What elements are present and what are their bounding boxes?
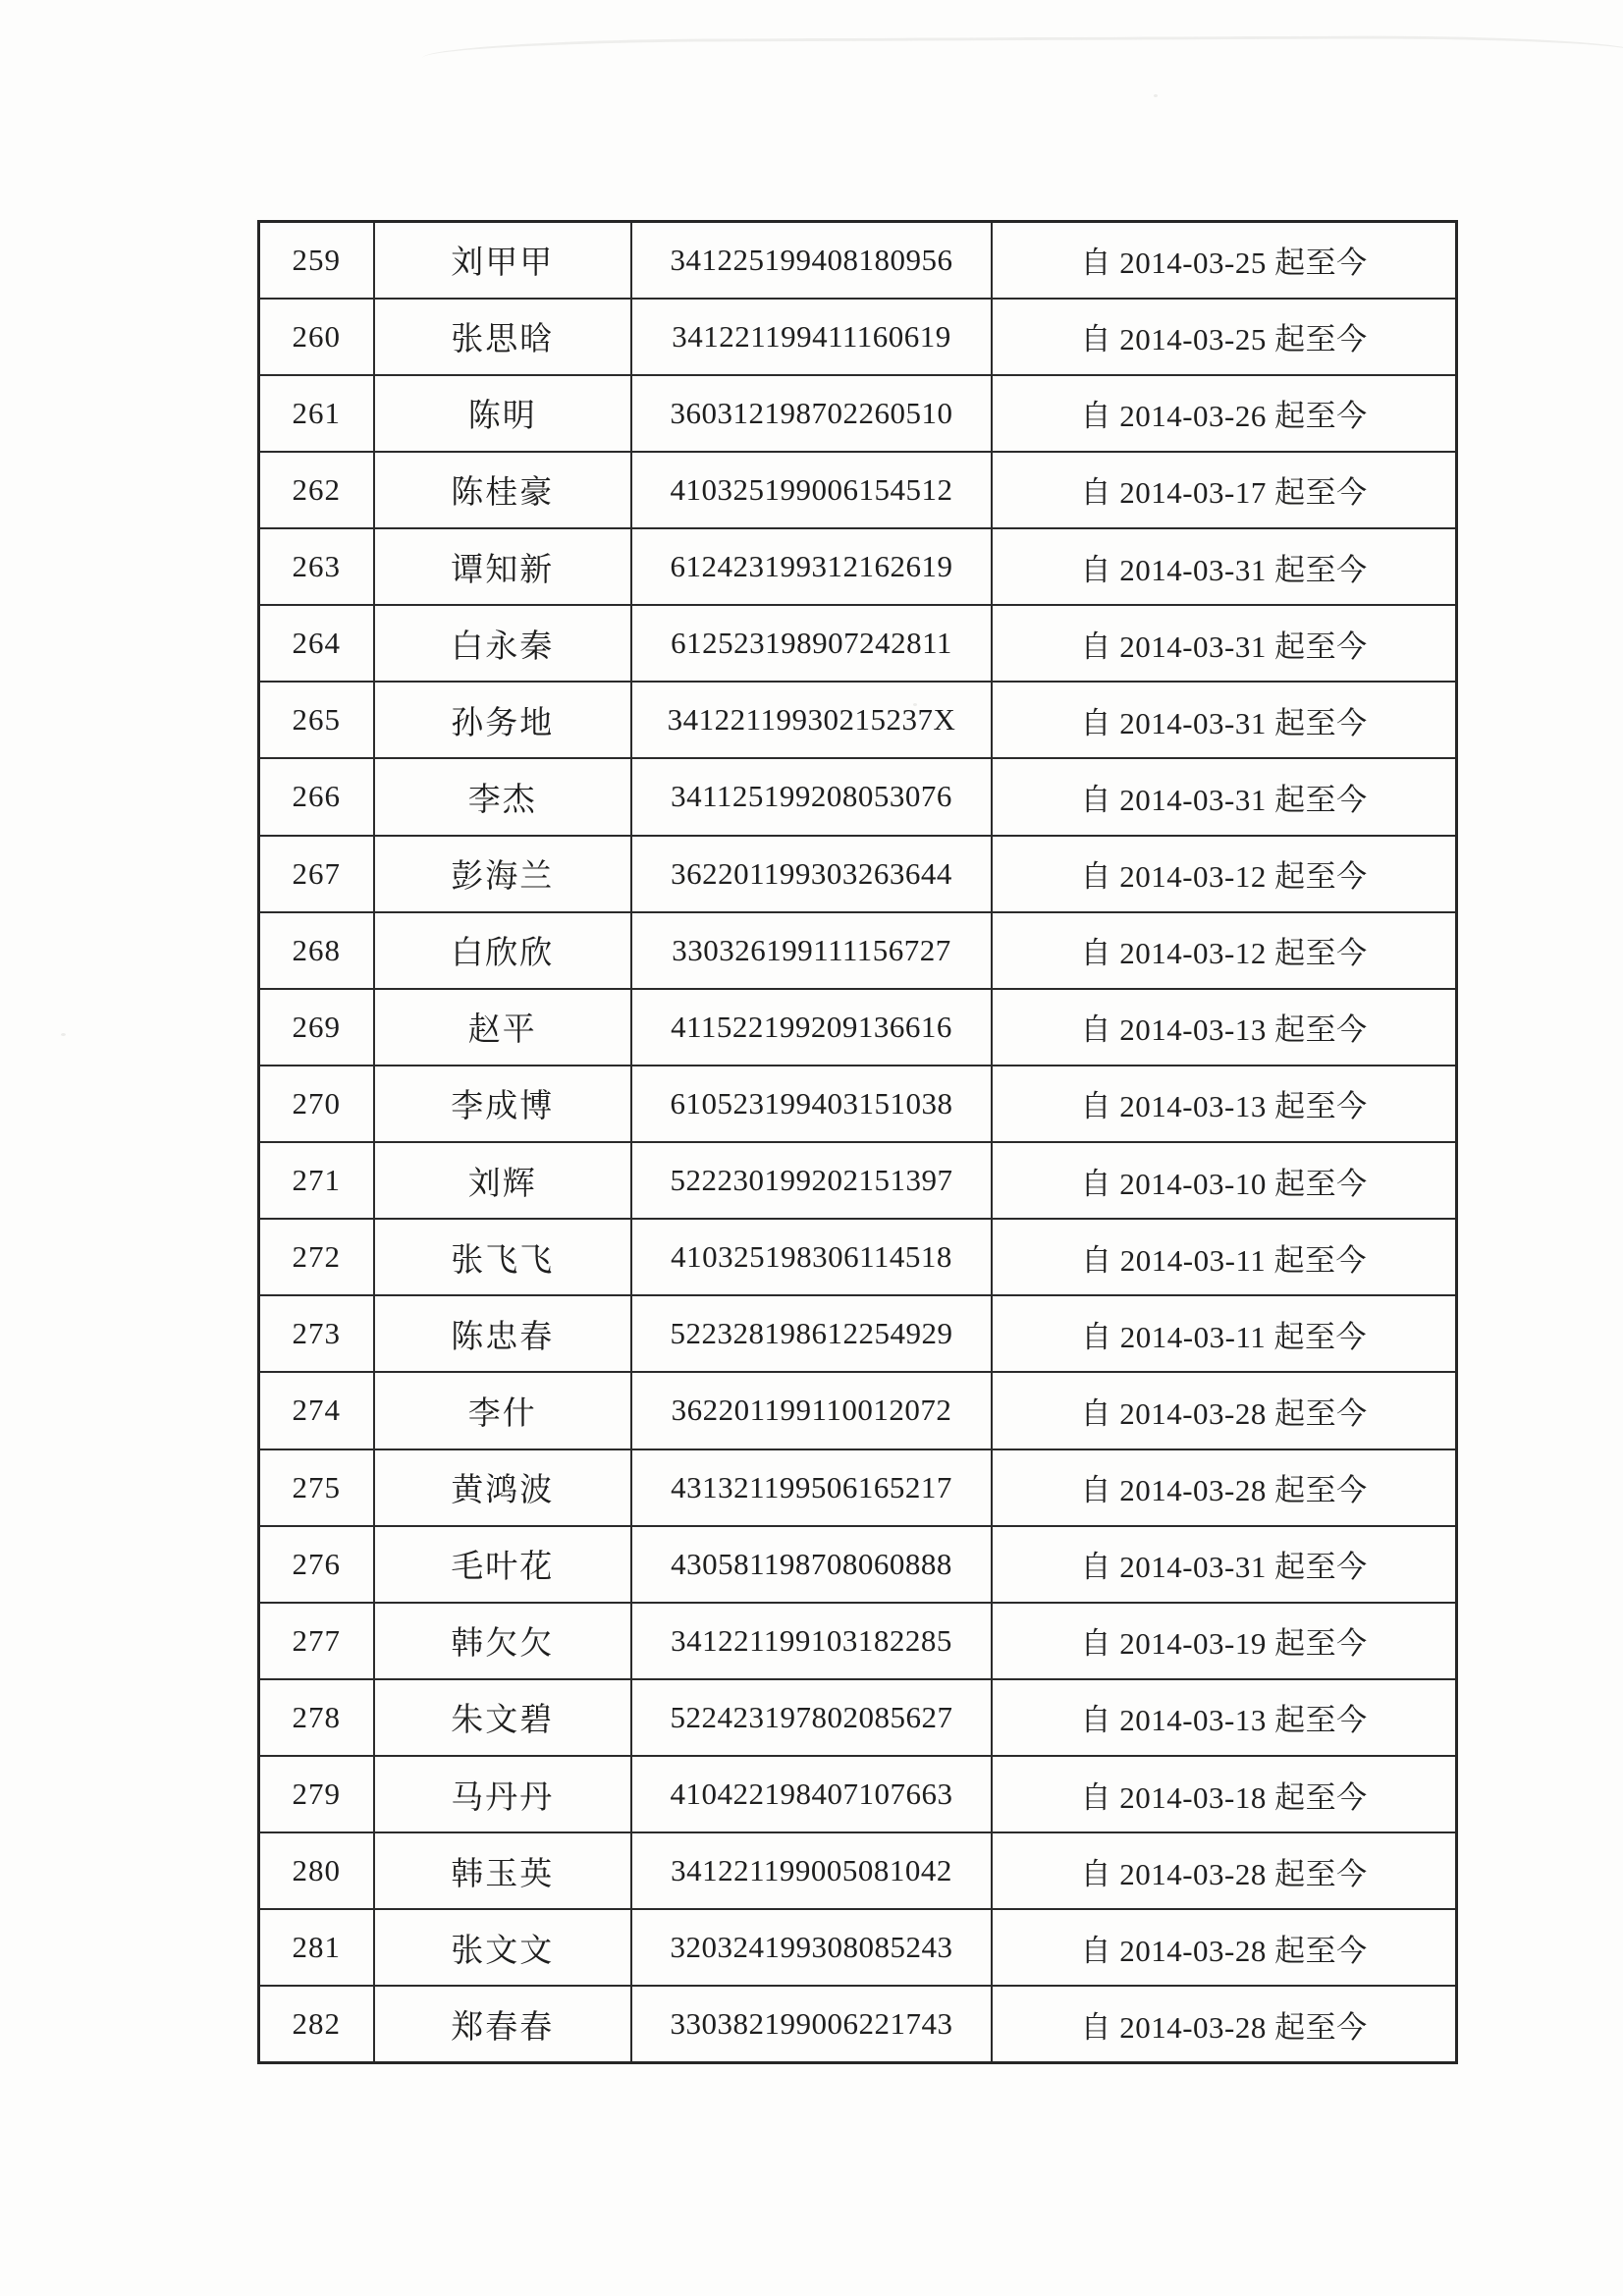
period-cell: 自 2014-03-28 起至今 (992, 1909, 1456, 1986)
table-row (259, 605, 1457, 682)
id-number-cell: 612523198907242811 (631, 605, 992, 682)
scan-artifact-wave (422, 34, 1623, 76)
period-cell: 自 2014-03-13 起至今 (992, 1679, 1456, 1756)
id-number-cell: 330326199111156727 (631, 912, 992, 989)
period-cell: 自 2014-03-17 起至今 (992, 452, 1456, 528)
table-row (259, 989, 1457, 1066)
period-cell: 自 2014-03-31 起至今 (992, 605, 1456, 682)
id-number-cell: 341221199411160619 (631, 299, 992, 375)
period-cell: 自 2014-03-28 起至今 (992, 1832, 1456, 1909)
name-cell: 陈桂豪 (374, 452, 631, 528)
row-number-cell: 277 (259, 1603, 374, 1679)
name-cell: 李杰 (374, 758, 631, 835)
period-cell: 自 2014-03-25 起至今 (992, 222, 1456, 299)
row-number-cell: 270 (259, 1066, 374, 1142)
id-number-cell: 610523199403151038 (631, 1066, 992, 1142)
name-cell: 陈明 (374, 375, 631, 452)
name-cell: 韩欠欠 (374, 1603, 631, 1679)
table-row (259, 528, 1457, 605)
row-number-cell: 263 (259, 528, 374, 605)
id-number-cell: 411522199209136616 (631, 989, 992, 1066)
row-number-cell: 282 (259, 1986, 374, 2062)
period-cell: 自 2014-03-18 起至今 (992, 1756, 1456, 1832)
row-number-cell: 273 (259, 1295, 374, 1372)
name-cell: 赵平 (374, 989, 631, 1066)
period-cell: 自 2014-03-31 起至今 (992, 758, 1456, 835)
period-cell: 自 2014-03-28 起至今 (992, 1372, 1456, 1449)
row-number-cell: 271 (259, 1142, 374, 1219)
name-cell: 郑春春 (374, 1986, 631, 2062)
table-row (259, 1526, 1457, 1603)
period-cell: 自 2014-03-28 起至今 (992, 1986, 1456, 2062)
table-row (259, 1679, 1457, 1756)
period-cell: 自 2014-03-25 起至今 (992, 299, 1456, 375)
row-number-cell: 276 (259, 1526, 374, 1603)
period-cell: 自 2014-03-28 起至今 (992, 1449, 1456, 1526)
row-number-cell: 264 (259, 605, 374, 682)
table-row (259, 682, 1457, 758)
name-cell: 李成博 (374, 1066, 631, 1142)
scan-artifact-speck (61, 1033, 66, 1036)
id-number-cell: 330382199006221743 (631, 1986, 992, 2062)
row-number-cell: 278 (259, 1679, 374, 1756)
table-row (259, 836, 1457, 912)
name-cell: 黄鸿波 (374, 1449, 631, 1526)
period-cell: 自 2014-03-10 起至今 (992, 1142, 1456, 1219)
id-number-cell: 522423197802085627 (631, 1679, 992, 1756)
table-row (259, 1756, 1457, 1832)
id-number-cell: 341221199005081042 (631, 1832, 992, 1909)
row-number-cell: 269 (259, 989, 374, 1066)
table-row (259, 912, 1457, 989)
table-row (259, 1219, 1457, 1295)
table-row (259, 1066, 1457, 1142)
table-row (259, 1449, 1457, 1526)
period-cell: 自 2014-03-31 起至今 (992, 1526, 1456, 1603)
period-cell: 自 2014-03-26 起至今 (992, 375, 1456, 452)
row-number-cell: 260 (259, 299, 374, 375)
id-number-cell: 34122119930215237X (631, 682, 992, 758)
name-cell: 白永秦 (374, 605, 631, 682)
row-number-cell: 281 (259, 1909, 374, 1986)
id-number-cell: 522230199202151397 (631, 1142, 992, 1219)
id-number-cell: 341125199208053076 (631, 758, 992, 835)
period-cell: 自 2014-03-11 起至今 (992, 1219, 1456, 1295)
period-cell: 自 2014-03-31 起至今 (992, 528, 1456, 605)
name-cell: 李什 (374, 1372, 631, 1449)
id-number-cell: 430581198708060888 (631, 1526, 992, 1603)
id-number-cell: 341221199103182285 (631, 1603, 992, 1679)
row-number-cell: 265 (259, 682, 374, 758)
table-row (259, 1295, 1457, 1372)
row-number-cell: 275 (259, 1449, 374, 1526)
id-number-cell: 410325198306114518 (631, 1219, 992, 1295)
name-cell: 马丹丹 (374, 1756, 631, 1832)
name-cell: 刘甲甲 (374, 222, 631, 299)
record-table (257, 220, 1458, 2064)
id-number-cell: 410422198407107663 (631, 1756, 992, 1832)
row-number-cell: 259 (259, 222, 374, 299)
table-row (259, 1832, 1457, 1909)
name-cell: 白欣欣 (374, 912, 631, 989)
table-row (259, 1603, 1457, 1679)
row-number-cell: 272 (259, 1219, 374, 1295)
id-number-cell: 612423199312162619 (631, 528, 992, 605)
period-cell: 自 2014-03-19 起至今 (992, 1603, 1456, 1679)
id-number-cell: 410325199006154512 (631, 452, 992, 528)
table-row (259, 758, 1457, 835)
table-row (259, 1986, 1457, 2062)
row-number-cell: 280 (259, 1832, 374, 1909)
table-row (259, 1142, 1457, 1219)
period-cell: 自 2014-03-11 起至今 (992, 1295, 1456, 1372)
row-number-cell: 266 (259, 758, 374, 835)
row-number-cell: 279 (259, 1756, 374, 1832)
name-cell: 张飞飞 (374, 1219, 631, 1295)
name-cell: 张思晗 (374, 299, 631, 375)
scan-artifact-speck (1154, 94, 1158, 97)
row-number-cell: 268 (259, 912, 374, 989)
name-cell: 彭海兰 (374, 836, 631, 912)
id-number-cell: 341225199408180956 (631, 222, 992, 299)
period-cell: 自 2014-03-12 起至今 (992, 836, 1456, 912)
name-cell: 张文文 (374, 1909, 631, 1986)
row-number-cell: 261 (259, 375, 374, 452)
table-row (259, 1909, 1457, 1986)
name-cell: 刘辉 (374, 1142, 631, 1219)
id-number-cell: 362201199303263644 (631, 836, 992, 912)
id-number-cell: 360312198702260510 (631, 375, 992, 452)
row-number-cell: 262 (259, 452, 374, 528)
id-number-cell: 320324199308085243 (631, 1909, 992, 1986)
name-cell: 陈忠春 (374, 1295, 631, 1372)
name-cell: 毛叶花 (374, 1526, 631, 1603)
table-row (259, 375, 1457, 452)
table-row (259, 222, 1457, 299)
name-cell: 孙务地 (374, 682, 631, 758)
period-cell: 自 2014-03-12 起至今 (992, 912, 1456, 989)
row-number-cell: 267 (259, 836, 374, 912)
period-cell: 自 2014-03-13 起至今 (992, 989, 1456, 1066)
table-row (259, 299, 1457, 375)
name-cell: 朱文碧 (374, 1679, 631, 1756)
period-cell: 自 2014-03-13 起至今 (992, 1066, 1456, 1142)
name-cell: 韩玉英 (374, 1832, 631, 1909)
period-cell: 自 2014-03-31 起至今 (992, 682, 1456, 758)
id-number-cell: 522328198612254929 (631, 1295, 992, 1372)
name-cell: 谭知新 (374, 528, 631, 605)
row-number-cell: 274 (259, 1372, 374, 1449)
table-row (259, 1372, 1457, 1449)
id-number-cell: 362201199110012072 (631, 1372, 992, 1449)
id-number-cell: 431321199506165217 (631, 1449, 992, 1526)
table-row (259, 452, 1457, 528)
record-table-body (259, 222, 1457, 2063)
